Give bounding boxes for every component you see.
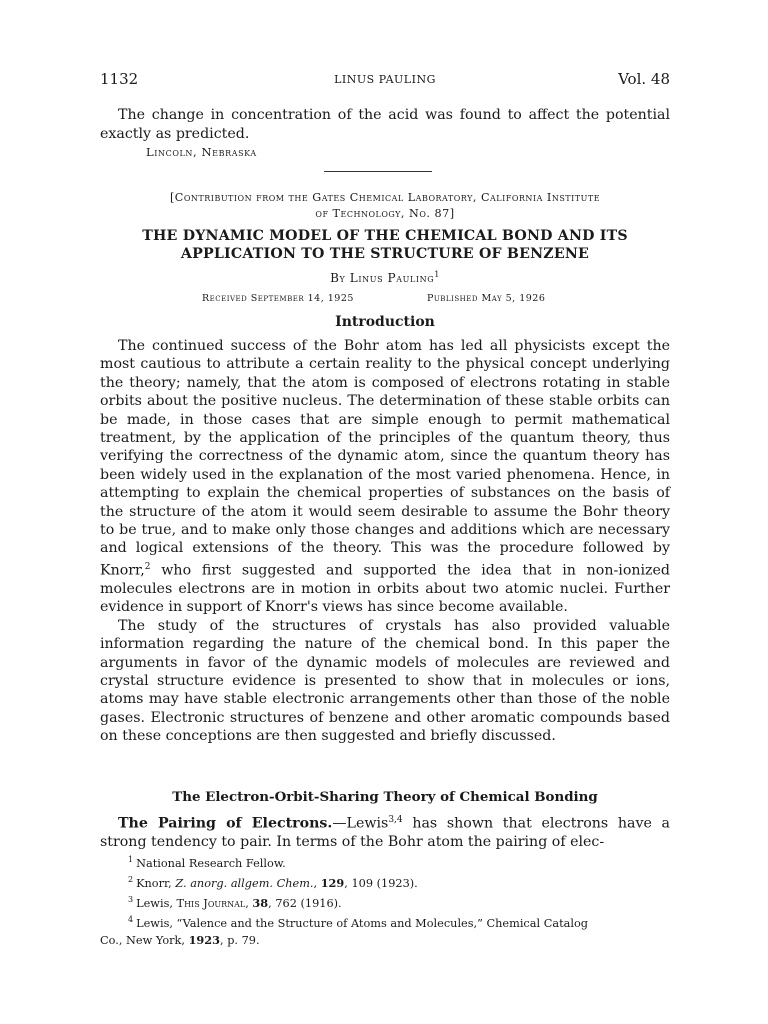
author-byline	[100, 270, 670, 285]
article-title-line-2: APPLICATION TO THE STRUCTURE OF BENZENE	[180, 246, 590, 262]
running-header	[100, 70, 670, 94]
body-paragraph	[100, 337, 670, 617]
contribution-line-2: of Technology, No. 87]	[315, 207, 455, 220]
footnote-ref: 3,4	[388, 815, 403, 825]
contribution-note	[100, 190, 670, 222]
publication-year: 1923	[188, 933, 221, 948]
author-name: By Linus Pauling	[330, 271, 435, 285]
body-paragraph: The study of the structures of crystals has also provided valuable information regarding the nature of the chemical bond. In this paper the arguments in favor of the dynamic models of molecules are reviewed and crystal structure evidence is presented to show that in molecules or ions, atoms may have stable electronic arrangements other than those of the noble gases. Electronic structures of benzene and other aromatic compounds based on these conceptions are then suggested and briefly discussed.	[100, 617, 670, 745]
footnote-text: Lewis,	[136, 896, 177, 910]
running-title: LINUS PAULING	[334, 73, 436, 86]
article-title	[100, 227, 670, 263]
footnote-4	[100, 912, 670, 932]
run-in-heading: The Pairing of Electrons.	[118, 815, 333, 832]
volume-label: Vol. 48	[618, 70, 670, 88]
footnote-1	[100, 852, 670, 872]
footnote-text: ,	[313, 876, 321, 890]
paragraph-lead: —Lewis	[332, 815, 389, 832]
pairing-paragraph	[100, 811, 670, 852]
footnote-mark: 3	[128, 895, 134, 905]
page-number: 1132	[100, 70, 139, 88]
footnote-text: Lewis, “Valence and the Structure of Atoms and Molecules,” Chemical Catalog	[136, 916, 588, 930]
paragraph-text: The continued success of the Bohr atom has led all physicists except the most cautious to attribute a certain reality to the physical concept underlying the theory; namely, that the atom is composed of electrons rotating in stable orbits about the positive nucleus. The determination of these stable orbits can be made, in those cases that are simple enough to permit mathematical treatment, by the application of the principles of the quantum theory, thus verifying the correctness of the dynamic atom, since the quantum theory has been widely used in the explanation of the most varied phenomena. Hence, in attempting to explain the chemical properties of substances on the basis of the structure of the atom it would seem desirable to assume the Bohr theory to be true, and to make only those changes and additions which are necessary and logical extensions of the theory. This was the procedure followed by Knorr,	[100, 338, 670, 579]
previous-paragraph: The change in concentration of the acid was found to affect the potential exactly as predicted.	[100, 107, 670, 142]
volume-number: 38	[252, 895, 269, 910]
footnote-2	[100, 872, 670, 892]
received-date: Received September 14, 1925	[202, 293, 354, 304]
footnotes	[100, 852, 670, 950]
section-heading-introduction: Introduction	[335, 314, 435, 330]
footnote-text: , 109 (1923).	[344, 876, 418, 890]
published-date: Published May 5, 1926	[427, 293, 546, 304]
paragraph-text-continued: who first suggested and supported the idea that in non-ionized molecules electrons are in motion in orbits about two atomic nuclei. Further evidence in support of Knorr's views has since become available.	[100, 562, 670, 616]
previous-article-ending	[100, 106, 670, 160]
paragraph-text: has shown that electrons have a strong tendency to pair. In terms of the Bohr atom the pairing of elec-	[100, 815, 671, 851]
introduction-body	[100, 337, 670, 746]
journal-name: This Journal	[176, 896, 246, 910]
footnote-text: ,	[245, 896, 253, 910]
footnote-text: Co., New York,	[100, 934, 189, 948]
footnote-mark: 4	[128, 915, 134, 925]
footnote-3	[100, 892, 670, 912]
footnote-4-continued	[100, 932, 670, 949]
article-title-line-1: THE DYNAMIC MODEL OF THE CHEMICAL BOND AND ITS	[142, 228, 628, 244]
footnote-text: , 762 (1916).	[268, 896, 342, 910]
footnote-mark: 2	[128, 875, 134, 885]
footnote-mark: 1	[128, 855, 134, 864]
previous-place: Lincoln, Nebraska	[146, 145, 257, 159]
article-divider	[324, 171, 432, 172]
body-paragraph	[100, 811, 670, 852]
section-heading-bonding: The Electron-Orbit-Sharing Theory of Chemical Bonding	[172, 789, 598, 805]
footnote-text: National Research Fellow.	[136, 856, 286, 870]
volume-number: 129	[320, 875, 345, 890]
footnote-text: Knorr,	[136, 876, 176, 890]
footnote-ref: 2	[144, 561, 151, 572]
author-footnote-mark: 1	[434, 270, 440, 279]
journal-name: Z. anorg. allgem. Chem.	[175, 876, 314, 890]
contribution-line-1: [Contribution from the Gates Chemical Laboratory, California Institute	[169, 191, 601, 204]
footnote-text: , p. 79.	[220, 934, 260, 948]
